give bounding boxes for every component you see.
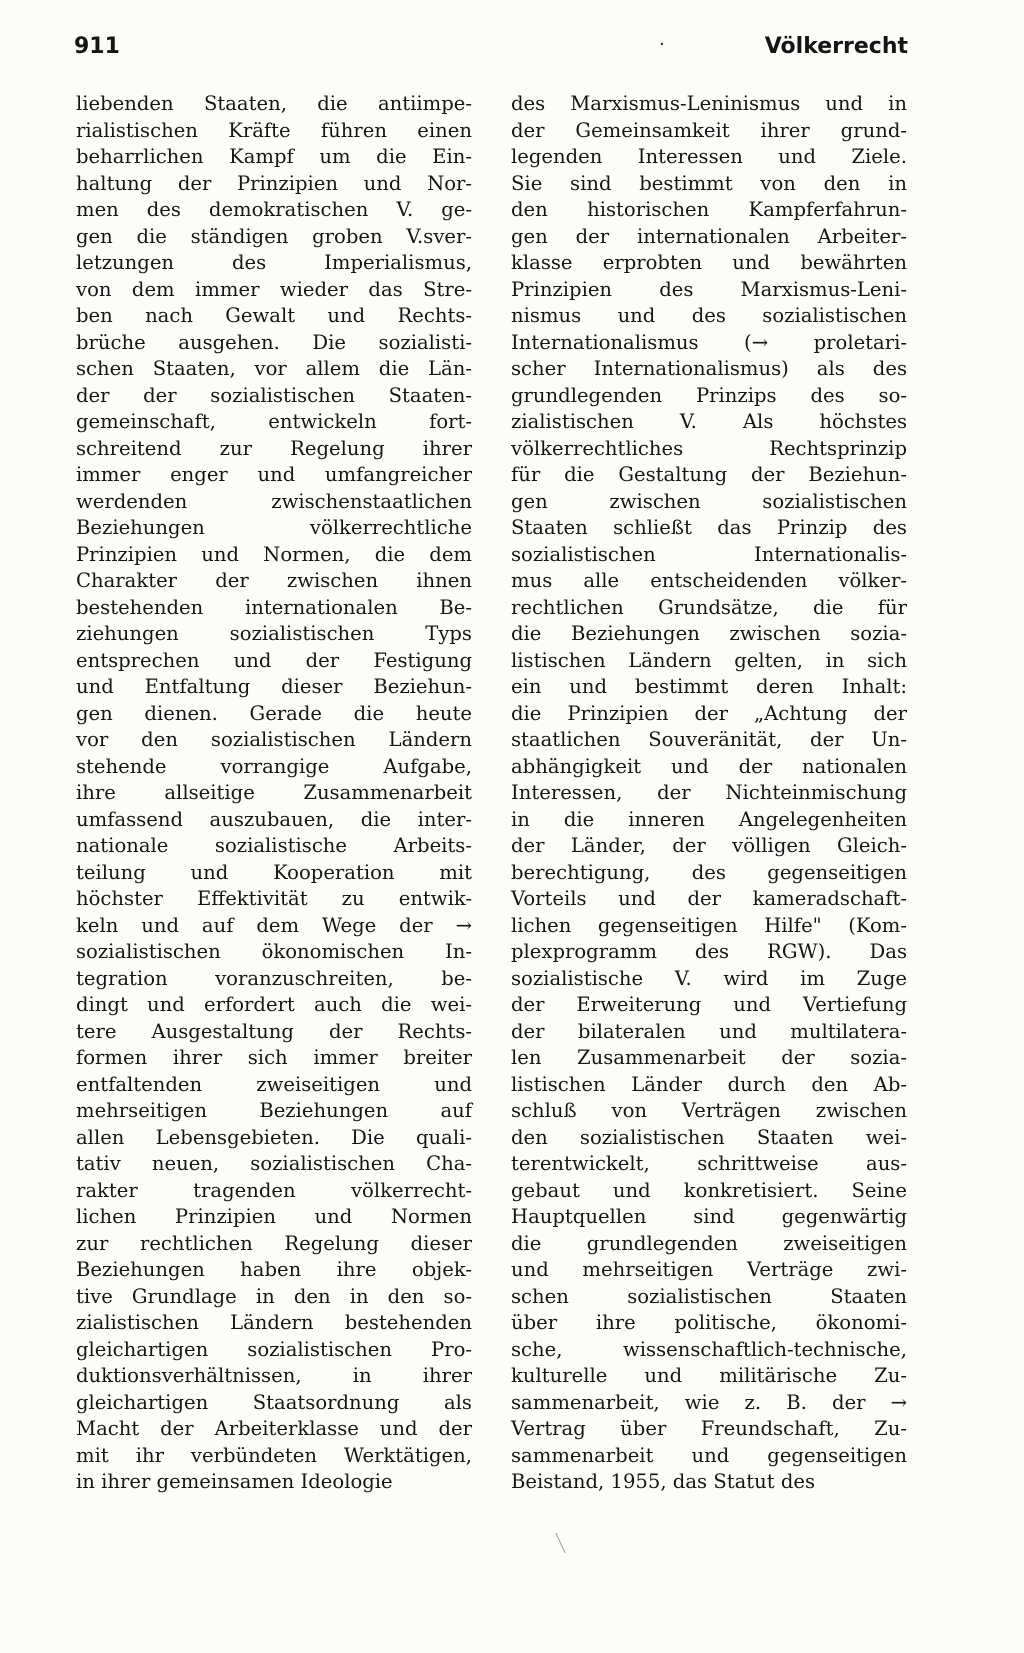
text-line: Macht der Arbeiterklasse und der: [76, 1417, 472, 1440]
text-line: klasse erprobten und bewährten: [511, 251, 907, 274]
text-line: tive Grundlage in den in den so-: [76, 1284, 472, 1308]
text-line: zur rechtlichen Regelung dieser: [76, 1231, 472, 1255]
text-line: gen der internationalen Arbeiter-: [511, 224, 907, 248]
text-line: gen zwischen sozialistischen: [511, 489, 907, 513]
text-line: mehrseitigen Beziehungen auf: [76, 1099, 472, 1122]
text-line: gleichartigen Staatsordnung als: [76, 1390, 472, 1414]
text-line: legenden Interessen und Ziele.: [511, 145, 907, 168]
text-line: schen sozialistischen Staaten: [511, 1284, 907, 1308]
text-line: lichen gegenseitigen Hilfe" (Kom-: [511, 913, 907, 937]
text-line: gen dienen. Gerade die heute: [76, 701, 472, 725]
text-line: der Erweiterung und Vertiefung: [511, 993, 907, 1016]
text-line: in ihrer gemeinsamen Ideologie: [76, 1470, 393, 1493]
text-line: terentwickelt, schrittweise aus-: [511, 1152, 907, 1175]
text-line: sche, wissenschaftlich-technische,: [511, 1337, 907, 1361]
text-line: schreitend zur Regelung ihrer: [76, 436, 472, 460]
text-line: sozialistischen Internationalis-: [511, 542, 907, 566]
text-line: und Entfaltung dieser Beziehun-: [76, 675, 472, 698]
text-line: Prinzipien und Normen, die dem: [76, 542, 472, 566]
right-text-column: [511, 91, 907, 1496]
text-line: tegration voranzuschreiten, be-: [76, 966, 472, 990]
text-line: listischen Länder durch den Ab-: [511, 1072, 907, 1096]
text-line: scher Internationalismus) als des: [511, 357, 907, 380]
text-line: schluß von Verträgen zwischen: [511, 1099, 907, 1122]
text-line: der bilateralen und multilatera-: [511, 1019, 907, 1043]
header-dot-mark: ·: [659, 34, 665, 55]
text-line: nismus und des sozialistischen: [511, 304, 907, 327]
text-line: vor den sozialistischen Ländern: [76, 728, 472, 751]
text-line: die grundlegenden zweiseitigen: [511, 1231, 907, 1255]
text-line: über ihre politische, ökonomi-: [511, 1311, 907, 1334]
page-header: [74, 34, 908, 68]
text-line: die Prinzipien der „Achtung der: [511, 701, 907, 725]
text-line: in die inneren Angelegenheiten: [511, 807, 907, 831]
text-line: grundlegenden Prinzips des so-: [511, 383, 907, 407]
text-line: Sie sind bestimmt von den in: [511, 171, 907, 195]
text-line: gleichartigen sozialistischen Pro-: [76, 1337, 472, 1361]
text-line: formen ihrer sich immer breiter: [76, 1046, 472, 1069]
text-line: ihre allseitige Zusammenarbeit: [76, 781, 472, 804]
text-line: Vorteils und der kameradschaft-: [511, 887, 907, 910]
text-line: Internationalismus (→ proletari-: [511, 330, 907, 354]
text-line: teilung und Kooperation mit: [76, 860, 472, 884]
text-line: von dem immer wieder das Stre-: [76, 277, 472, 301]
text-line: lichen Prinzipien und Normen: [76, 1205, 472, 1228]
text-line: die Beziehungen zwischen sozia-: [511, 622, 907, 645]
text-line: len Zusammenarbeit der sozia-: [511, 1046, 907, 1069]
text-line: der Länder, der völligen Gleich-: [511, 834, 907, 857]
left-text-column: [76, 91, 472, 1496]
text-line: völkerrechtliches Rechtsprinzip: [511, 436, 907, 460]
page-number: 911: [74, 34, 120, 59]
text-line: abhängigkeit und der nationalen: [511, 754, 907, 778]
text-line: entsprechen und der Festigung: [76, 648, 472, 672]
text-line: Beziehungen völkerrechtliche: [76, 516, 472, 539]
text-line: berechtigung, des gegenseitigen: [511, 860, 907, 884]
text-line: kulturelle und militärische Zu-: [511, 1364, 907, 1387]
text-line: Interessen, der Nichteinmischung: [511, 781, 907, 804]
text-line: zialistischen Ländern bestehenden: [76, 1311, 472, 1334]
text-line: entfaltenden zweiseitigen und: [76, 1072, 472, 1096]
text-line: liebenden Staaten, die antiimpe-: [76, 92, 472, 115]
text-line: beharrlichen Kampf um die Ein-: [76, 145, 472, 168]
text-line: rakter tragenden völkerrecht-: [76, 1178, 472, 1202]
text-line: gebaut und konkretisiert. Seine: [511, 1178, 907, 1202]
text-line: immer enger und umfangreicher: [76, 463, 472, 486]
text-line: tere Ausgestaltung der Rechts-: [76, 1019, 472, 1043]
text-line: mus alle entscheidenden völker-: [511, 569, 907, 592]
text-line: men des demokratischen V. ge-: [76, 198, 472, 221]
text-line: Hauptquellen sind gegenwärtig: [511, 1205, 907, 1228]
text-line: rechtlichen Grundsätze, die für: [511, 595, 907, 619]
text-line: keln und auf dem Wege der →: [76, 913, 472, 937]
text-line: sozialistischen ökonomischen In-: [76, 940, 472, 963]
text-line: den sozialistischen Staaten wei-: [511, 1125, 907, 1149]
text-line: stehende vorrangige Aufgabe,: [76, 754, 472, 778]
text-line: zialistischen V. Als höchstes: [511, 410, 907, 433]
text-line: werdenden zwischenstaatlichen: [76, 489, 472, 513]
stray-pen-mark: [555, 1533, 565, 1553]
text-line: allen Lebensgebieten. Die quali-: [76, 1125, 472, 1149]
text-line: Prinzipien des Marxismus-Leni-: [511, 277, 907, 301]
text-line: sammenarbeit und gegenseitigen: [511, 1443, 907, 1467]
text-line: letzungen des Imperialismus,: [76, 251, 472, 274]
text-line: duktionsverhältnissen, in ihrer: [76, 1364, 472, 1387]
text-line: gemeinschaft, entwickeln fort-: [76, 410, 472, 433]
text-line: staatlichen Souveränität, der Un-: [511, 728, 907, 751]
text-line: höchster Effektivität zu entwik-: [76, 887, 472, 910]
text-line: des Marxismus-Leninismus und in: [511, 92, 907, 115]
text-line: Vertrag über Freundschaft, Zu-: [511, 1417, 907, 1440]
text-line: nationale sozialistische Arbeits-: [76, 834, 472, 857]
text-line: sammenarbeit, wie z. B. der →: [511, 1390, 907, 1414]
text-line: rialistischen Kräfte führen einen: [76, 118, 472, 142]
text-line: ben nach Gewalt und Rechts-: [76, 304, 472, 327]
text-line: haltung der Prinzipien und Nor-: [76, 171, 472, 195]
text-line: Charakter der zwischen ihnen: [76, 569, 472, 592]
text-line: der Gemeinsamkeit ihrer grund-: [511, 118, 907, 142]
text-line: Staaten schließt das Prinzip des: [511, 516, 907, 539]
text-line: listischen Ländern gelten, in sich: [511, 648, 907, 672]
running-head: Völkerrecht: [764, 34, 908, 59]
text-line: schen Staaten, vor allem die Län-: [76, 357, 472, 380]
text-line: umfassend auszubauen, die inter-: [76, 807, 472, 831]
text-line: sozialistische V. wird im Zuge: [511, 966, 907, 990]
text-line: ein und bestimmt deren Inhalt:: [511, 675, 907, 698]
text-line: mit ihr verbündeten Werktätigen,: [76, 1443, 472, 1467]
text-line: gen die ständigen groben V.sver-: [76, 224, 472, 248]
text-line: für die Gestaltung der Beziehun-: [511, 463, 907, 486]
text-line: der der sozialistischen Staaten-: [76, 383, 472, 407]
text-line: dingt und erfordert auch die wei-: [76, 993, 472, 1016]
text-line: Beistand, 1955, das Statut des: [511, 1470, 816, 1493]
text-line: tativ neuen, sozialistischen Cha-: [76, 1152, 472, 1175]
text-line: den historischen Kampferfahrun-: [511, 198, 907, 221]
text-line: Beziehungen haben ihre objek-: [76, 1258, 472, 1281]
text-line: ziehungen sozialistischen Typs: [76, 622, 472, 645]
text-line: und mehrseitigen Verträge zwi-: [511, 1258, 907, 1281]
text-line: plexprogramm des RGW). Das: [511, 940, 907, 963]
text-line: brüche ausgehen. Die sozialisti-: [76, 330, 472, 354]
text-line: bestehenden internationalen Be-: [76, 595, 472, 619]
